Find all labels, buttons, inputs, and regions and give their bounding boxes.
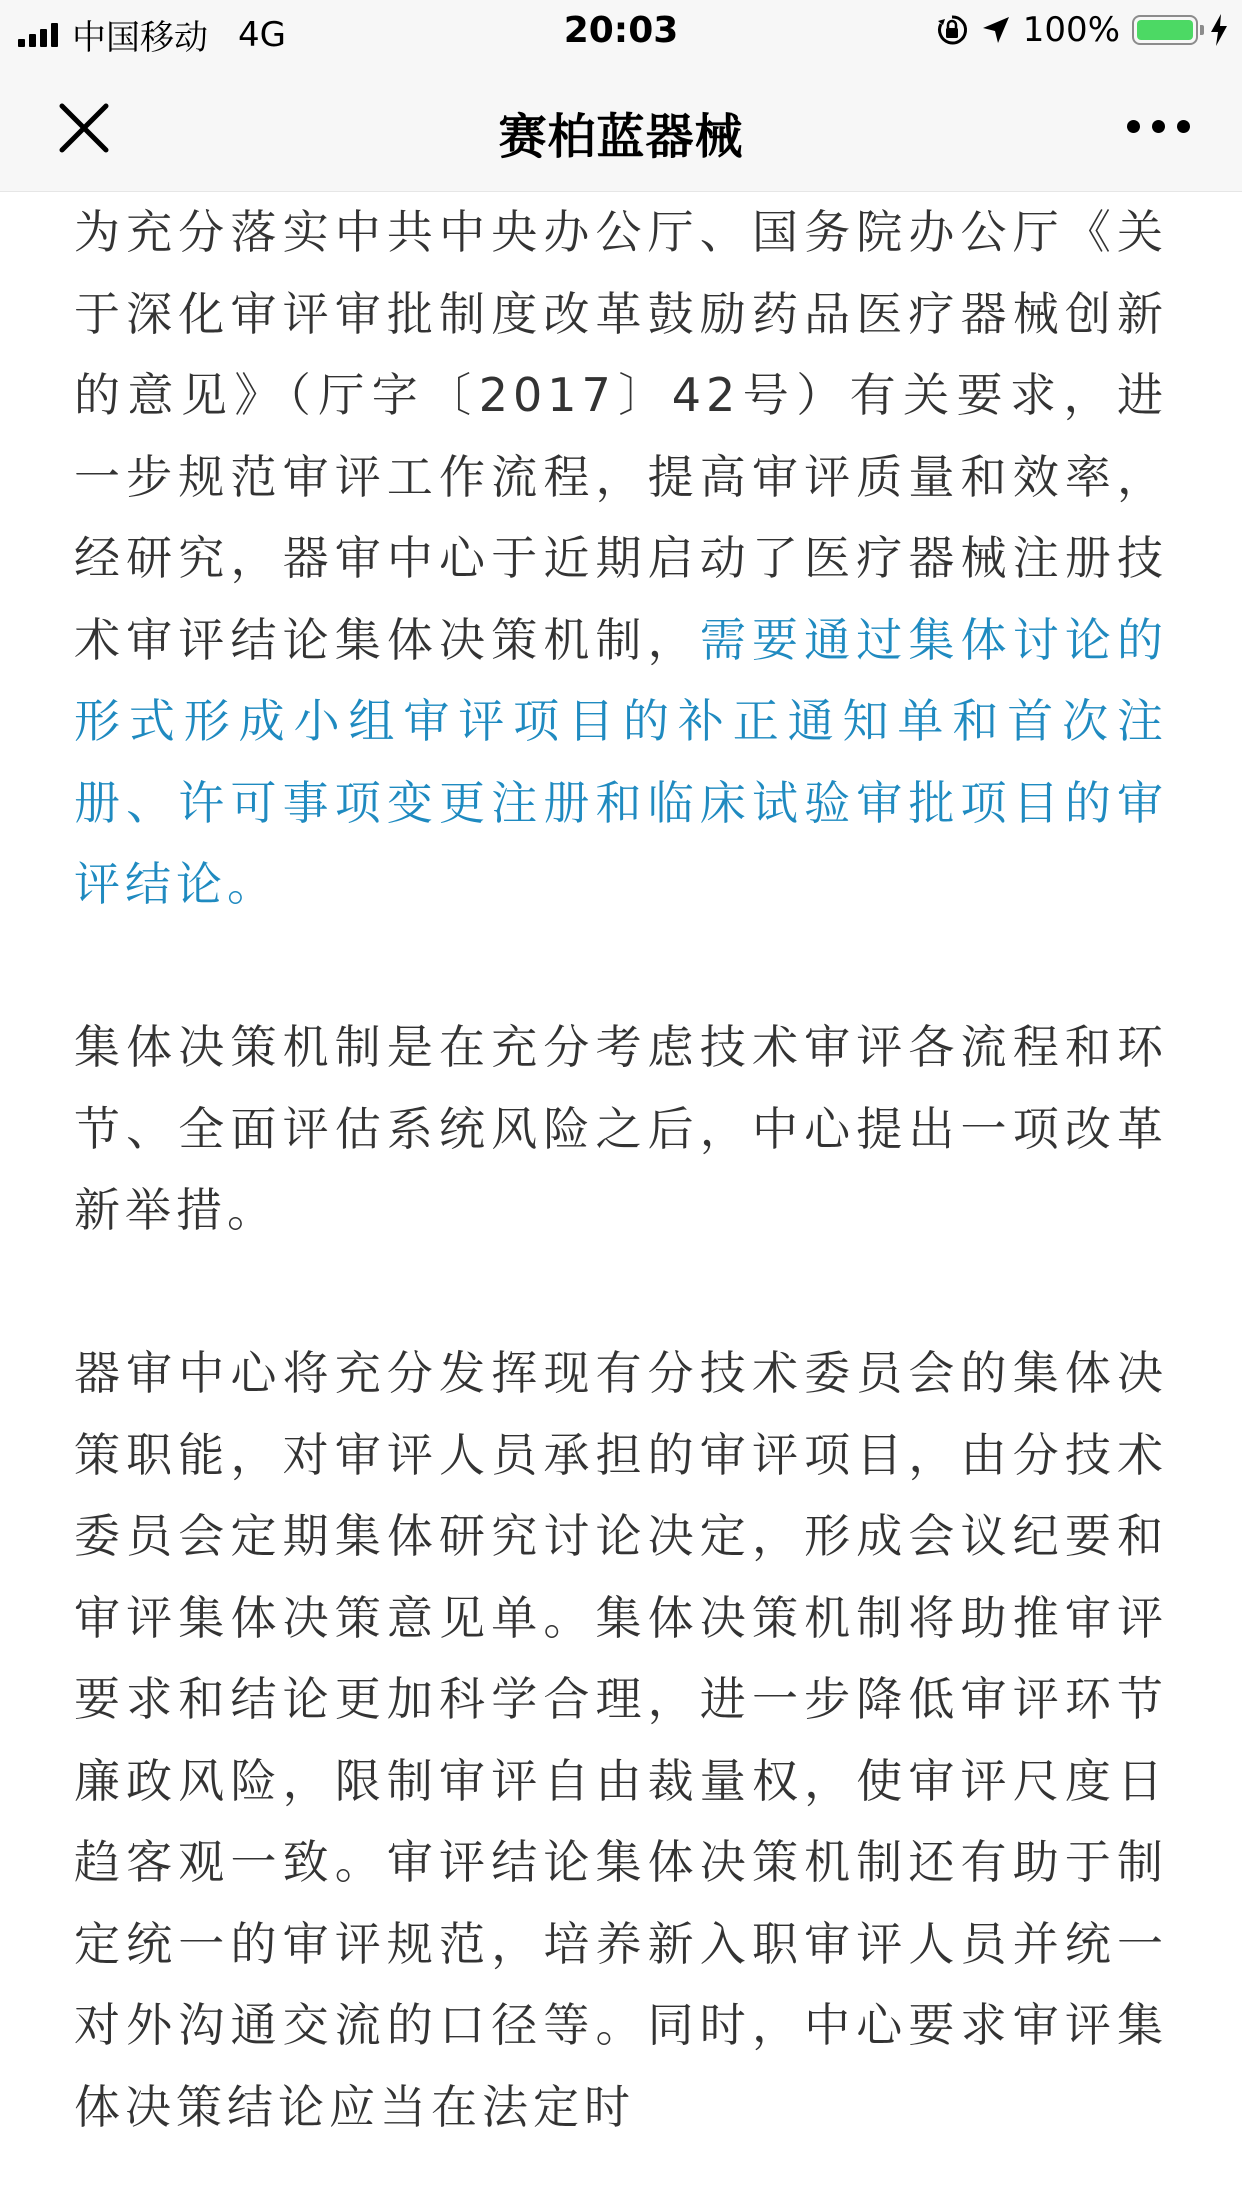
carrier-name: 中国移动: [72, 18, 208, 58]
status-right: [935, 10, 1228, 50]
battery-icon: [1132, 15, 1198, 45]
article-body: [74, 192, 1168, 2148]
orientation-lock-icon: [935, 13, 969, 47]
more-icon[interactable]: [1127, 120, 1190, 133]
battery-percent: 100%: [1022, 10, 1120, 50]
status-bar: [0, 0, 1242, 60]
highlighted-text: 需要通过集体讨论的形式形成小组审评项目的补正通知单和首次注册、许可事项变更注册和临床试验审批项目的审评结论。: [74, 612, 1169, 911]
network-type: 4G: [238, 14, 286, 55]
paragraph-text: 为充分落实中共中央办公厅、国务院办公厅《关于深化审评审批制度改革鼓励药品医疗器械创新的意见》（厅字〔2017〕42号）有关要求，进一步规范审评工作流程，提高审评质量和效率，经研究，器审中心于近期启动了医疗器械注册技术审评结论集体决策机制，: [74, 205, 1168, 667]
charging-bolt-icon: [1210, 14, 1228, 46]
article-paragraph: 集体决策机制是在充分考虑技术审评各流程和环节、全面评估系统风险之后，中心提出一项改革新举措。: [74, 1020, 1168, 1237]
nav-bar: [0, 60, 1242, 192]
article-paragraph: 器审中心将充分发挥现有分技术委员会的集体决策职能，对审评人员承担的审评项目，由分技术委员会定期集体研究讨论决定，形成会议纪要和审评集体决策意见单。集体决策机制将助推审评要求和结论更加科学合理，进一步降低审评环节廉政风险，限制审评自由裁量权，使审评尺度日趋客观一致。审评结论集体决策机制还有助于制定统一的审评规范，培养新入职审评人员并统一对外沟通交流的口径等。同时，中心要求审评集体决策结论应当在法定时: [74, 1346, 1168, 2134]
page-title: 赛柏蓝器械: [498, 109, 744, 165]
location-arrow-icon: [981, 15, 1011, 45]
article-paragraph: [74, 192, 1168, 926]
status-time: 20:03: [563, 10, 679, 51]
battery-fill: [1137, 20, 1193, 40]
